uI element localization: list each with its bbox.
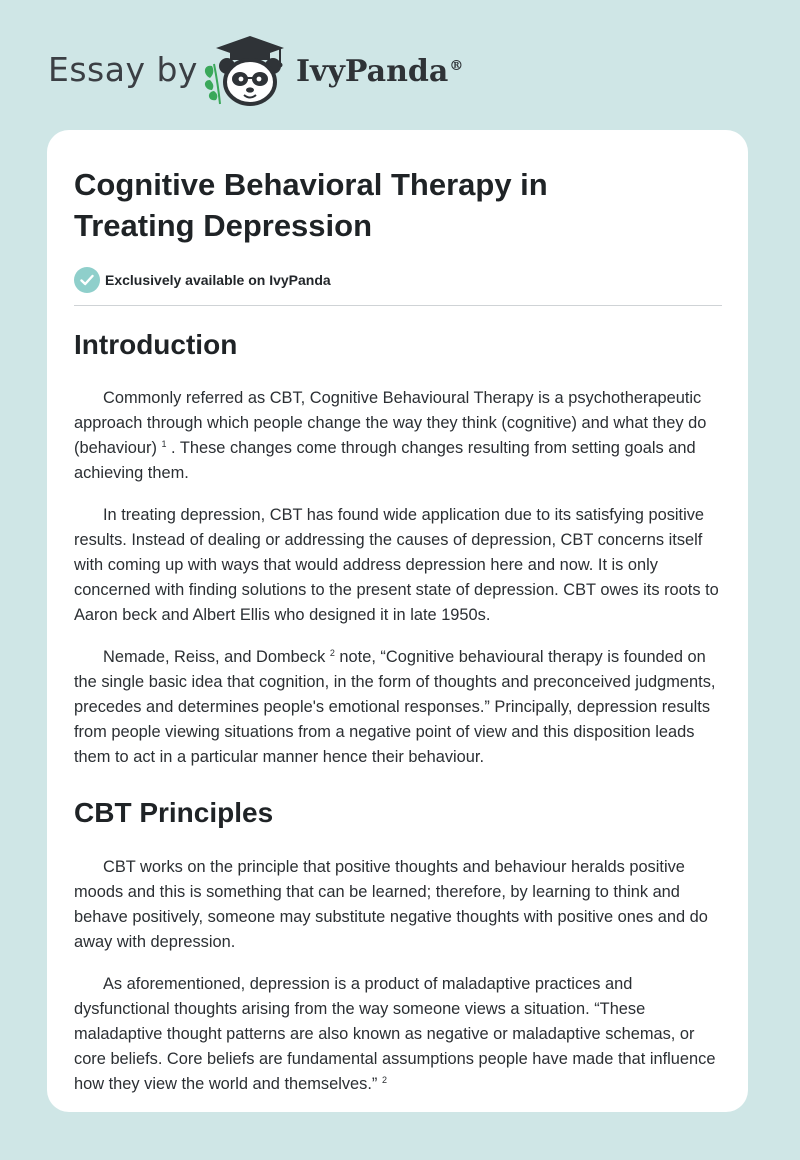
checkmark-icon <box>74 267 100 293</box>
section-heading-introduction: Introduction <box>74 329 238 360</box>
paragraph: Nemade, Reiss, and Dombeck $^2$ note, “Cognitive behavioural therapy is founded on the single basic idea that cognition, in the form of thoughts and preconceived judgments, precedes and determines people's emotional responses.” Principally, depression results from people viewing situations from a negative point of view and this disposition leads them to act in a particular manner hence their behaviour. <box>74 648 716 766</box>
ivypanda-logo-icon[interactable] <box>200 34 292 110</box>
divider <box>74 305 722 306</box>
paragraph: In treating depression, CBT has found wide application due to its satisfying positive results. Instead of dealing or addressing the causes of depression, CBT concerns itself with coming up with ways that would address depression here and now. It is only concerned with finding solutions to the present state of depression. CBT owes its roots to Aaron beck and Albert Ellis who designed it in late 1950s. <box>74 506 719 624</box>
page-title: Cognitive Behavioral Therapy in Treating Depression <box>74 167 548 243</box>
exclusive-label: Exclusively available on IvyPanda <box>105 272 331 288</box>
essay-card <box>47 130 748 1112</box>
paragraph: As aforementioned, depression is a product of maladaptive practices and dysfunctional thoughts arising from the way someone views a situation. “These maladaptive thought patterns are also known as negative or maladaptive schemas, or core beliefs. Core beliefs are fundamental assumptions people have made that influence how they view the world and themselves.” $^2$ <box>74 975 716 1093</box>
footnote-ref[interactable]: 1 <box>161 439 167 449</box>
footnote-ref[interactable]: 2 <box>329 648 335 658</box>
paragraph: CBT works on the principle that positive thoughts and behaviour heralds positive moods and this is something that can be learned; therefore, by learning to think and behave positively, someone may substitute negative thoughts with positive ones and do away with depression. <box>74 858 708 951</box>
paragraph: Commonly referred as CBT, Cognitive Behavioural Therapy is a psychotherapeutic approach through which people change the way they think (cognitive) and what they do (behaviour) $^1$ . These changes come through changes resulting from setting goals and achieving them. <box>74 389 707 482</box>
section-heading-cbt-principles: CBT Principles <box>74 797 274 828</box>
ivypanda-wordmark[interactable]: IvyPanda® <box>296 54 464 89</box>
site-header <box>48 34 488 106</box>
essay-by-label: Essay by <box>48 50 198 89</box>
exclusive-badge <box>74 267 722 293</box>
footnote-ref[interactable]: 2 <box>381 1075 387 1085</box>
